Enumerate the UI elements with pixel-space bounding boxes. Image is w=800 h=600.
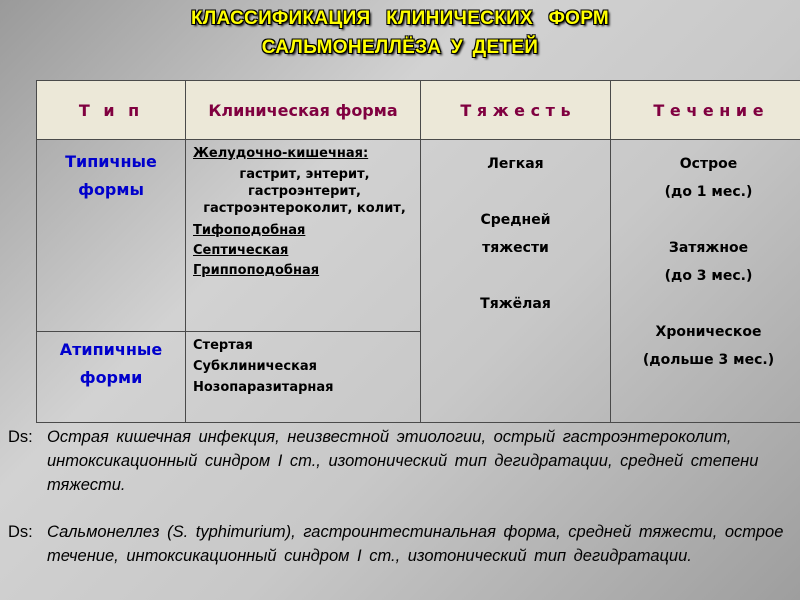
diagnosis-2-label: Ds: <box>8 523 33 541</box>
table-header-row <box>37 81 800 140</box>
type-atypical: Атипичные форми <box>37 332 186 423</box>
header-clinical-form: Клиническая форма <box>186 81 421 140</box>
diagnosis-2-text: Сальмонеллез (S. typhimurium), гастроинтестинальная форма, средней тяжести, острое течение, интоксикационный синдром I ст., изотонический тип дегидратации. <box>47 523 784 565</box>
table-row-typical <box>37 140 800 332</box>
form-carrier: Нозопаразитарная <box>193 380 334 395</box>
form-flu: Гриппоподобная <box>193 263 320 278</box>
course-cell: Острое (до 1 мес.) Затяжное (до 3 мес.) Хроническое (дольше 3 мес.) <box>611 140 800 423</box>
type-typical: Типичные формы <box>37 140 186 332</box>
header-course: Т е ч е н и е <box>611 81 800 140</box>
form-gi: Желудочно-кишечная: <box>193 146 369 161</box>
classification-table <box>36 80 800 423</box>
forms-atypical <box>186 332 421 423</box>
form-erased: Стертая <box>193 338 253 353</box>
slide-title-line1: КЛАССИФИКАЦИЯ КЛИНИЧЕСКИХ ФОРМ <box>190 8 610 29</box>
form-septic: Септическая <box>193 243 289 258</box>
forms-typical <box>186 140 421 332</box>
form-typhoid: Тифоподобная <box>193 223 306 238</box>
form-subclinical: Субклиническая <box>193 359 318 374</box>
diagnosis-1 <box>8 425 798 497</box>
slide-title-line2: САЛЬМОНЕЛЛЁЗА У ДЕТЕЙ <box>261 37 539 58</box>
header-severity: Т я ж е с т ь <box>421 81 611 140</box>
diagnosis-1-label: Ds: <box>8 428 33 446</box>
form-gi-desc: гастрит, энтерит, гастроэнтерит, гастроэнтероколит, колит, <box>203 167 406 216</box>
diagnosis-2 <box>8 520 798 568</box>
diagnosis-1-text: Острая кишечная инфекция, неизвестной этиологии, острый гастроэнтероколит, интоксикационный синдром I ст., изотонический тип дегидратации, средней степени тяжести. <box>47 428 759 494</box>
severity-cell: Легкая Средней тяжести Тяжёлая <box>421 140 611 423</box>
header-type: Т и п <box>37 81 186 140</box>
